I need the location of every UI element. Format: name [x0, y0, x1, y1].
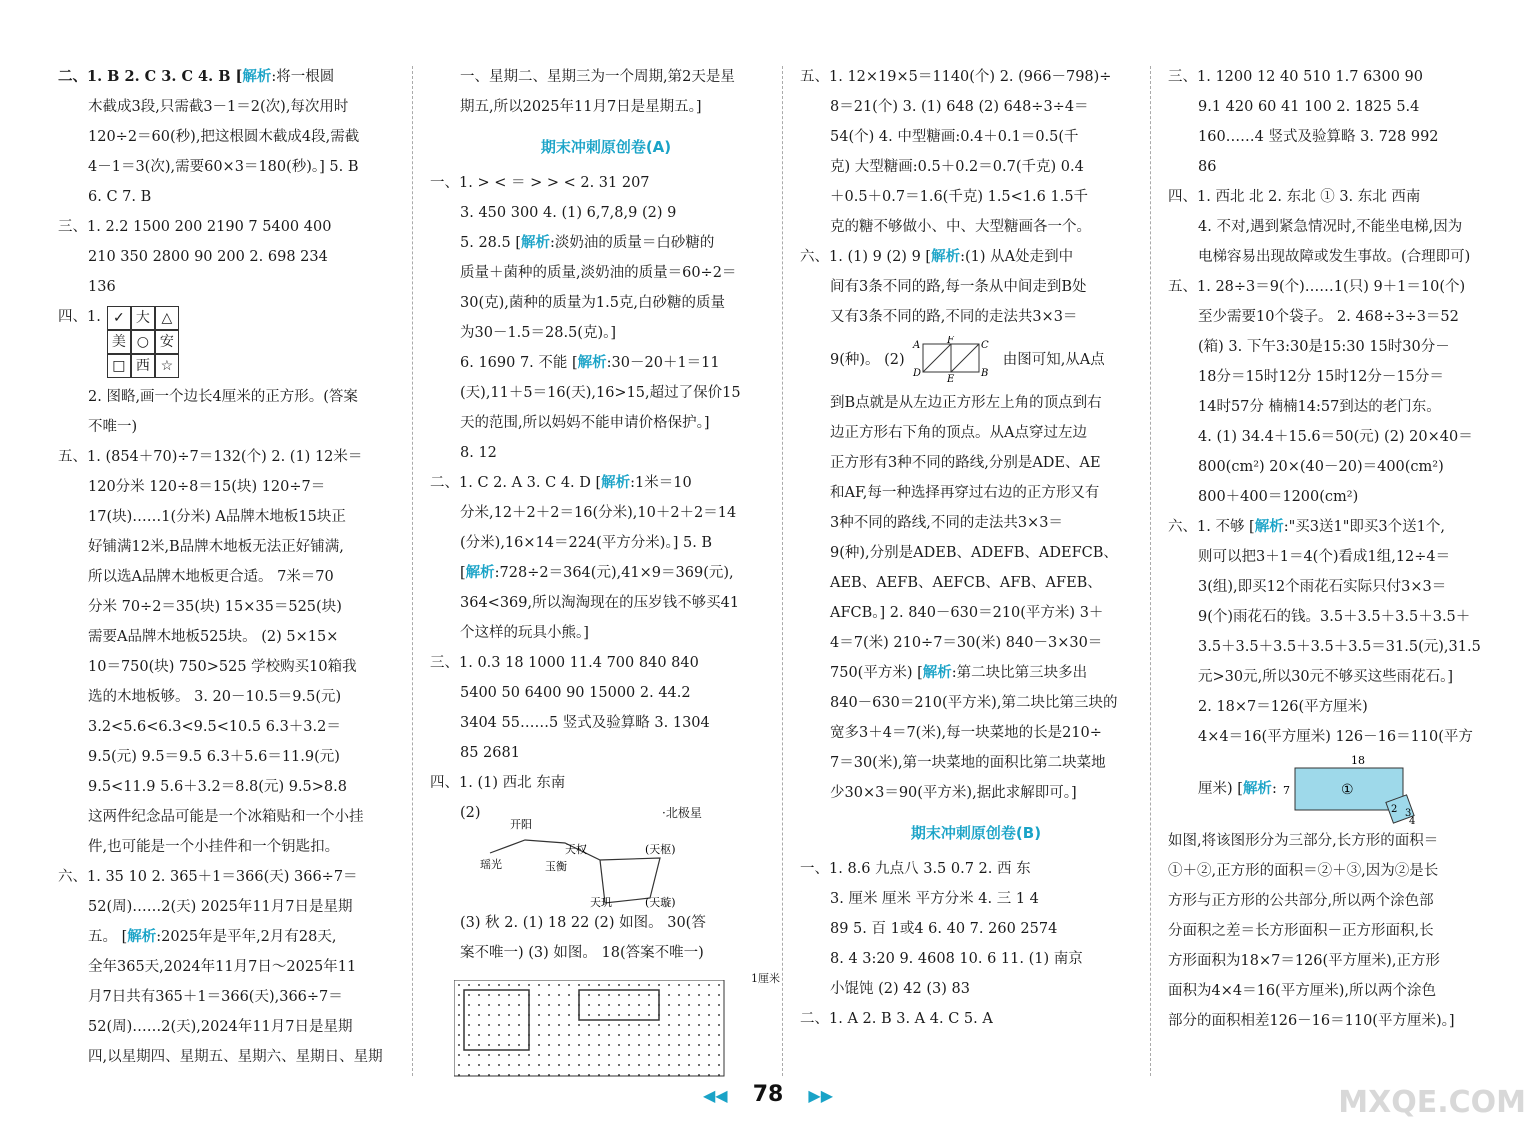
text-span: 9(种)。 (2)	[830, 352, 905, 368]
text-line: 克) 大型糖画:0.5＋0.2＝0.7(千克) 0.4	[830, 159, 1084, 175]
text-line: 则可以把3＋1＝4(个)看成1组,12÷4＝	[1198, 549, 1451, 565]
text-line: 6. C 7. B	[88, 189, 152, 205]
text-line: 840－630＝210(平方米),第二块比第三块的	[830, 695, 1118, 711]
column-3	[800, 62, 1152, 1034]
text-line: 二、1. A 2. B 3. A 4. C 5. A	[800, 1011, 993, 1027]
point-label: C	[980, 340, 989, 351]
text-line: 选的木地板够。 3. 20－10.5＝9.5(元)	[88, 689, 342, 705]
text-line: 3(组),即买12个雨花石实际只付3×3＝	[1198, 579, 1447, 595]
text-line: 210 350 2800 90 200 2. 698 234	[88, 249, 328, 265]
area-label: 2	[1390, 804, 1398, 815]
star-label: 开阳	[510, 818, 532, 831]
column-2	[430, 62, 782, 1072]
text-line: 又有3条不同的路,不同的走法共3×3＝	[830, 309, 1078, 325]
text-line: 一、1. > < ＝ > > < 2. 31 207	[430, 175, 650, 191]
grid-cell: 西	[131, 354, 155, 378]
text-line: 4－1＝3(次),需要60×3＝180(秒)。] 5. B	[88, 159, 359, 175]
point-label: E	[946, 374, 955, 384]
dim-label: 7	[1282, 784, 1290, 797]
column-4	[1168, 62, 1520, 1036]
text-line: 分面积之差＝长方形面积－正方形面积,长	[1168, 923, 1434, 939]
text-line: 四、1. 西北 北 2. 东北 ① 3. 东北 西南	[1168, 189, 1421, 205]
text-line: 10＝750(块) 750>525 学校购买10箱我	[88, 659, 357, 675]
text-line: 3.2<5.6<6.3<9.5<10.5 6.3＋3.2＝	[88, 719, 341, 735]
grid-cell: 美	[107, 330, 131, 354]
text-line: 四,以星期四、星期五、星期六、星期日、星期	[88, 1049, 383, 1065]
column-divider	[782, 66, 783, 1076]
text-line: 4×4＝16(平方厘米) 126－16＝110(平方	[1198, 729, 1473, 745]
star-label: 天玑	[590, 896, 612, 908]
text-line: 电梯容易出现故障或发生事故。(合理即可)	[1198, 249, 1471, 265]
constellation-svg	[430, 798, 750, 908]
text-line: 5400 50 6400 90 15000 2. 44.2	[460, 685, 691, 701]
text-line: 面积为4×4＝16(平方厘米),所以两个涂色	[1168, 983, 1436, 999]
text-line: 4＝7(米) 210÷7＝30(米) 840－3×30＝	[830, 635, 1103, 651]
text-line: 一、1. 8.6 九点八 3.5 0.7 2. 西 东	[800, 861, 1031, 877]
text-line: 2. 18×7＝126(平方厘米)	[1198, 699, 1368, 715]
text-line: 3种不同的路线,不同的走法共3×3＝	[830, 515, 1063, 531]
text-line: 克的糖不够做小、中、大型糖画各一个。	[830, 219, 1091, 235]
text-line: 宽多3＋4＝7(米),每一块菜地的长是210÷	[830, 725, 1102, 741]
text-line: 120分米 120÷8＝15(块) 120÷7＝	[88, 479, 326, 495]
text-line: (天),11＋5＝16(天),16>15,超过了保价15	[460, 385, 741, 401]
text-line: 18分＝15时12分 15时12分－15分＝	[1198, 369, 1444, 385]
text-line: 天的范围,所以妈妈不能申请价格保护。]	[460, 415, 710, 431]
unit-label: 1厘米	[751, 972, 780, 985]
grid-cell: △	[155, 306, 179, 330]
text-line: 小馄饨 (2) 42 (3) 83	[830, 981, 970, 997]
column-divider	[412, 66, 413, 1076]
point-label: D	[912, 368, 921, 379]
area-label: 3	[1404, 808, 1412, 819]
text-line: 月7日共有365＋1＝366(天),366÷7＝	[88, 989, 343, 1005]
text-line: 30(克),菌种的质量为1.5克,白砂糖的质量	[460, 295, 726, 311]
dim-label: 4	[1408, 816, 1416, 824]
point-label: F	[946, 336, 954, 346]
star-label: 玉衡	[545, 860, 567, 873]
star-label: (天枢)	[645, 843, 676, 856]
text-line: 89 5. 百 1或4 6. 40 7. 260 2574	[830, 921, 1058, 937]
text-line: 少30×3＝90(平方米),据此求解即可。]	[830, 785, 1077, 801]
text-line: 9(个)雨花石的钱。3.5＋3.5＋3.5＋3.5＋	[1198, 609, 1471, 625]
text-line: 和AF,每一种选择再穿过右边的正方形又有	[830, 485, 1100, 501]
text-line: 4. (1) 34.4＋15.6＝50(元) (2) 20×40＝	[1198, 429, 1473, 445]
text-line: AEB、AEFB、AEFCB、AFB、AFEB、	[830, 575, 1102, 591]
point-label: A	[912, 340, 920, 351]
text-line: 分米 70÷2＝35(块) 15×35＝525(块)	[88, 599, 342, 615]
text-line: 750(平方米) [解析:第二块比第三块多出	[830, 664, 1088, 681]
text-line: 85 2681	[460, 745, 520, 761]
text-line: 三、1. 0.3 18 1000 11.4 700 840 840	[430, 655, 699, 671]
rect-figure-row	[1168, 752, 1520, 826]
figure-label: ·北极星	[662, 806, 702, 820]
text-line: (分米),16×14＝224(平方分米)。] 5. B	[460, 535, 713, 551]
grid-cell: 大	[131, 306, 155, 330]
area-label: ①	[1340, 782, 1354, 798]
text-line: 分米,12＋2＋2＝16(分米),10＋2＋2＝14	[460, 505, 737, 521]
text-line: 7＝30(米),第一块菜地的面积比第二块菜地	[830, 755, 1106, 771]
text-line: ①＋②,正方形的面积＝②＋③,因为②是长	[1168, 863, 1439, 879]
symbol-grid	[107, 306, 179, 378]
star-label: 天权	[565, 843, 587, 856]
text-line: 17(块)……1(分米) A品牌木地板15块正	[88, 509, 346, 525]
text-line: 9.1 420 60 41 100 2. 1825 5.4	[1198, 99, 1420, 115]
text-line: AFCB。] 2. 840－630＝210(平方米) 3＋	[830, 605, 1104, 621]
text-line: 四、1. (1) 西北 东南	[430, 775, 566, 791]
path-figure-row	[800, 332, 1152, 388]
text-line: 54(个) 4. 中型糖画:0.4＋0.1＝0.5(千	[830, 129, 1079, 145]
text-line: 方形面积为18×7＝126(平方厘米),正方形	[1168, 953, 1440, 969]
text-line: 一、星期二、星期三为一个周期,第2天是星	[460, 69, 735, 85]
text-line: 二、1. C 2. A 3. C 4. D [解析:1米＝10	[430, 474, 692, 491]
text-line: 所以选A品牌木地板更合适。 7米＝70	[88, 569, 334, 585]
text-line: 五、1. (854＋70)÷7＝132(个) 2. (1) 12米＝	[58, 449, 363, 465]
text-line: 8. 4 3:20 9. 4608 10. 6 11. (1) 南京	[830, 951, 1083, 967]
grid-cell: ✓	[107, 306, 131, 330]
text-line: 8＝21(个) 3. (1) 648 (2) 648÷3÷4＝	[830, 99, 1089, 115]
squares-svg	[909, 336, 999, 384]
star-label: 瑶光	[480, 858, 502, 871]
text-line: 好铺满12米,B品牌木地板无法正好铺满,	[88, 539, 344, 555]
text-line: 件,也可能是一个小挂件和一个钥匙扣。	[88, 839, 340, 855]
text-line: (箱) 3. 下午3:30是15:30 15时30分－	[1198, 339, 1450, 355]
text-line: (3) 秋 2. (1) 18 22 (2) 如图。 30(答	[460, 915, 706, 931]
text-line: 需要A品牌木地板525块。 (2) 5×15×	[88, 629, 339, 645]
prev-arrow-icon: ◀◀	[702, 1086, 728, 1105]
text-line: 五。 [解析:2025年是平年,2月有28天,	[88, 928, 337, 945]
figure-label: (2)	[460, 805, 481, 821]
grid-cell: ☆	[155, 354, 179, 378]
text-line: 期五,所以2025年11月7日是星期五。]	[460, 99, 702, 115]
text-line: 为30－1.5＝28.5(克)。]	[460, 325, 617, 341]
text-line: 六、1. 不够 [解析:"买3送1"即买3个送1个,	[1168, 518, 1445, 535]
text-line: 正方形有3种不同的路线,分别是ADE、AE	[830, 455, 1101, 471]
text-line: 边正方形右下角的顶点。从A点穿过左边	[830, 425, 1087, 441]
text-line: 二、1. B 2. C 3. C 4. B [解析:将一根圆	[58, 68, 335, 85]
text-line: 这两件纪念品可能是一个冰箱贴和一个小挂	[88, 809, 364, 825]
text-span: 由图可知,从A点	[1002, 352, 1105, 368]
text-line: 136	[88, 279, 116, 295]
text-line: 3. 450 300 4. (1) 6,7,8,9 (2) 9	[460, 205, 677, 221]
text-line: [解析:728÷2＝364(元),41×9＝369(元),	[460, 564, 734, 581]
dim-label: 18	[1350, 754, 1365, 767]
text-line: 3.5＋3.5＋3.5＋3.5＋3.5＝31.5(元),31.5	[1198, 639, 1481, 655]
text-line: 9(种),分别是ADEB、ADEFB、ADEFCB、	[830, 545, 1118, 561]
text-line: 364<369,所以淘淘现在的压岁钱不够买41	[460, 595, 740, 611]
text-span: 厘米) [解析:	[1198, 780, 1277, 797]
watermark: MXQE.COM	[1338, 1085, 1526, 1120]
text-line: 部分的面积相差126－16＝110(平方厘米)。]	[1168, 1013, 1455, 1029]
text-line: ＋0.5＋0.7＝1.6(千克) 1.5<1.6 1.5千	[830, 189, 1089, 205]
text-line: 160……4 竖式及验算略 3. 728 992	[1198, 129, 1439, 145]
text-line: 三、1. 2.2 1500 200 2190 7 5400 400	[58, 219, 332, 235]
text-line: 方形与正方形的公共部分,所以两个涂色部	[1168, 893, 1434, 909]
section-title: 期末冲刺原创卷(B)	[910, 824, 1042, 842]
text-line: 到B点就是从左边正方形左上角的顶点到右	[830, 395, 1102, 411]
text-line: 四、1.	[58, 309, 101, 325]
text-line: 元>30元,所以30元不够买这些雨花石。]	[1198, 669, 1454, 685]
page-number: 78	[752, 1082, 784, 1107]
grid-cell: □	[107, 354, 131, 378]
text-line: 2. 图略,画一个边长4厘米的正方形。(答案	[88, 389, 358, 405]
text-line: 如图,将该图形分为三部分,长方形的面积＝	[1168, 833, 1439, 849]
text-line: 6. 1690 7. 不能 [解析:30－20＋1＝11	[460, 354, 720, 371]
text-line: 8. 12	[460, 445, 497, 461]
grid-cell: 安	[155, 330, 179, 354]
text-line: 六、1. 35 10 2. 365＋1＝366(天) 366÷7＝	[58, 869, 358, 885]
text-line: 52(周)……2(天) 2025年11月7日是星期	[88, 899, 353, 915]
text-line: 52(周)……2(天),2024年11月7日是星期	[88, 1019, 353, 1035]
text-line: 三、1. 1200 12 40 510 1.7 6300 90	[1168, 69, 1423, 85]
text-line: 800(cm²) 20×(40－20)＝400(cm²)	[1198, 459, 1444, 475]
text-line: 个这样的玩具小熊。]	[460, 625, 589, 641]
text-line: 9.5<11.9 5.6＋3.2＝8.8(元) 9.5>8.8	[88, 779, 347, 795]
text-line: 120÷2＝60(秒),把这根圆木截成4段,需截	[88, 129, 360, 145]
section-title: 期末冲刺原创卷(A)	[540, 138, 672, 156]
text-line: 不唯一)	[88, 419, 138, 435]
rect-square-svg	[1281, 754, 1441, 824]
next-arrow-icon: ▶▶	[808, 1086, 834, 1105]
grid-cell: ○	[131, 330, 155, 354]
text-line: 案不唯一) (3) 如图。 18(答案不唯一)	[460, 945, 704, 961]
text-line: 全年365天,2024年11月7日～2025年11	[88, 959, 357, 975]
text-line: 质量＋菌种的质量,淡奶油的质量＝60÷2＝	[460, 265, 737, 281]
text-line: 86	[1198, 159, 1217, 175]
text-line: 14时57分 楠楠14:57到达的老门东。	[1198, 399, 1441, 415]
big-dipper-figure	[430, 798, 782, 908]
dot-grid-svg	[454, 980, 754, 1080]
text-line: 六、1. (1) 9 (2) 9 [解析:(1) 从A处走到中	[800, 248, 1074, 265]
star-label: (天璇)	[645, 896, 676, 908]
text-line: 至少需要10个袋子。 2. 468÷3÷3＝52	[1198, 309, 1459, 325]
text-line: 五、1. 28÷3＝9(个)……1(只) 9＋1＝10(个)	[1168, 279, 1466, 295]
column-1	[58, 62, 410, 1072]
dot-grid-figure	[430, 968, 782, 1072]
text-line: 木截成3段,只需截3－1＝2(次),每次用时	[88, 99, 349, 115]
text-line: 间有3条不同的路,每一条从中间走到B处	[830, 279, 1087, 295]
page-footer	[0, 1082, 1536, 1107]
text-line: 五、1. 12×19×5＝1140(个) 2. (966－798)÷	[800, 69, 1112, 85]
text-line: 800＋400＝1200(cm²)	[1198, 489, 1359, 505]
text-line: 5. 28.5 [解析:淡奶油的质量＝白砂糖的	[460, 234, 715, 251]
text-line: 3404 55……5 竖式及验算略 3. 1304	[460, 715, 710, 731]
text-line: 3. 厘米 厘米 平方分米 4. 三 1 4	[830, 891, 1039, 907]
text-line: 9.5(元) 9.5＝9.5 6.3＋5.6＝11.9(元)	[88, 749, 340, 765]
point-label: B	[980, 368, 989, 379]
text-line: 4. 不对,遇到紧急情况时,不能坐电梯,因为	[1198, 219, 1463, 235]
